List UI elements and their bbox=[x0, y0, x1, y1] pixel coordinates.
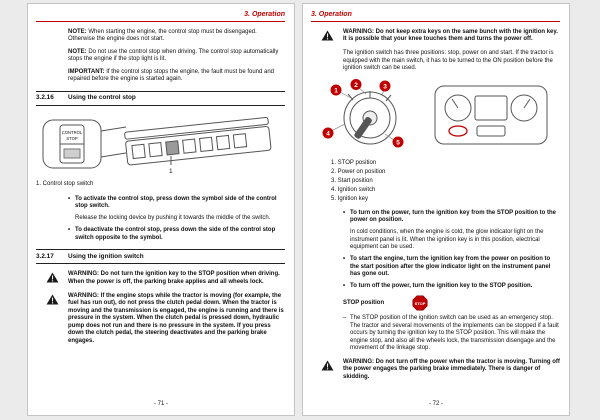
callout-1: 1 bbox=[334, 87, 338, 95]
warning-icon bbox=[311, 29, 343, 45]
warning-block bbox=[311, 29, 560, 45]
bullet-marker: • bbox=[68, 195, 71, 202]
warning-text: WARNING: Do not turn the ignition key to the STOP position when driving. When the power is off, the parking brake applies and all wheels lock. bbox=[68, 271, 280, 285]
bullet-marker: • bbox=[68, 227, 71, 234]
stop-position-heading: STOP position bbox=[343, 299, 385, 306]
bullet-marker: • bbox=[343, 283, 346, 290]
figure-callout-1: 1 bbox=[169, 167, 173, 175]
page-number: - 71 - bbox=[153, 400, 168, 407]
note-paragraph bbox=[68, 29, 285, 44]
note-text: When starting the engine, the control stop must be disengaged. Otherwise the engine does not start. bbox=[68, 28, 257, 43]
legend-item: 5. Ignition key bbox=[331, 196, 369, 203]
bullet-text: To turn on the power, turn the ignition key from the STOP position to the power on position. bbox=[350, 209, 556, 224]
bullet-marker: • bbox=[343, 209, 346, 216]
section-heading-ignition-switch bbox=[36, 249, 285, 264]
callout-4: 4 bbox=[326, 130, 330, 138]
bullet-item bbox=[68, 227, 285, 242]
warning-block bbox=[311, 359, 560, 382]
bullet-item bbox=[68, 196, 285, 211]
body-paragraph: In cold conditions, when the engine is cold, the glow indicator light on the instrument panel is lit. When the ignition key is in this position, electrical equipment can be used. bbox=[350, 229, 544, 251]
svg-text:!: ! bbox=[50, 274, 54, 284]
page-71 bbox=[27, 3, 295, 416]
ignition-switch-figure bbox=[315, 78, 560, 158]
page-number: - 72 - bbox=[428, 400, 443, 407]
note-label: NOTE: bbox=[68, 48, 87, 55]
warning-text: WARNING: Do not turn off the power when the tractor is moving. Turning off the power engages the parking brake immediately. There is danger of skidding. bbox=[343, 358, 560, 380]
important-paragraph bbox=[68, 69, 285, 84]
header-rule bbox=[311, 21, 560, 22]
stop-sign-icon bbox=[412, 295, 428, 311]
bullet-item bbox=[343, 210, 560, 225]
control-stop-illustration bbox=[40, 113, 275, 175]
bullet-marker: • bbox=[343, 256, 346, 263]
callout-2: 2 bbox=[354, 81, 358, 89]
switch-label-line2: STOP bbox=[66, 135, 78, 141]
header-rule bbox=[36, 21, 285, 22]
svg-text:STOP: STOP bbox=[414, 301, 426, 307]
section-title: Using the control stop bbox=[68, 94, 136, 102]
warning-icon bbox=[311, 359, 343, 382]
callout-3: 3 bbox=[383, 83, 387, 91]
legend-item: 1. STOP position bbox=[331, 160, 377, 167]
svg-text:!: ! bbox=[50, 296, 54, 305]
legend-item: 3. Start position bbox=[331, 178, 373, 185]
figure-caption: 1. Control stop switch bbox=[36, 181, 94, 188]
stop-position-paragraph bbox=[343, 315, 560, 353]
section-heading-control-stop bbox=[36, 91, 285, 106]
note-paragraph bbox=[68, 49, 285, 64]
important-label: IMPORTANT: bbox=[68, 68, 105, 75]
bullet-text: To activate the control stop, press down the symbol side of the control stop switch. bbox=[75, 195, 277, 210]
bullet-item bbox=[343, 283, 560, 291]
ignition-switch-illustration bbox=[315, 78, 552, 154]
note-label: NOTE: bbox=[68, 28, 87, 35]
section-number: 3.2.16 bbox=[36, 94, 54, 102]
stop-position-text: The STOP position of the ignition switch can be used as an emergency stop. The tractor and several movements of the implements can be stopped if a fault occurs by turning the ignition key to the STOP position. This will make the engine stop, and also all the wheels lock, the transmission disengage and the movement of the linkage stop. bbox=[350, 315, 559, 352]
bullet-text: To turn off the power, turn the ignition key to the STOP position. bbox=[350, 283, 533, 290]
callout-5: 5 bbox=[396, 139, 400, 147]
warning-icon bbox=[36, 271, 68, 287]
bullet-item bbox=[343, 256, 560, 279]
intro-paragraph: The ignition switch has three positions: stop, power on and start. If the tractor is equipped with the main switch, it has to be turned to the ON position before the ignition switch can be used. bbox=[343, 50, 554, 72]
warning-text: WARNING: Do not keep extra keys on the same bunch with the ignition key. It is possible that your knee touches them and turns the power off. bbox=[343, 28, 558, 43]
svg-text:!: ! bbox=[325, 32, 329, 41]
chapter-header: 3. Operation bbox=[244, 11, 285, 18]
warning-block bbox=[36, 293, 285, 346]
legend-item: 4. Ignition switch bbox=[331, 187, 376, 194]
chapter-header: 3. Operation bbox=[311, 11, 352, 18]
dash-marker: – bbox=[343, 315, 347, 322]
svg-text:!: ! bbox=[325, 362, 329, 371]
figure-legend bbox=[331, 160, 560, 204]
bullet-text: To start the engine, turn the ignition key from the power on position to the start position after the glow indicator light on the instrument panel has gone out. bbox=[350, 256, 551, 278]
legend-item: 2. Power on position bbox=[331, 169, 386, 176]
section-title: Using the ignition switch bbox=[68, 252, 144, 260]
control-stop-figure bbox=[40, 113, 285, 179]
stop-position-heading-row bbox=[343, 295, 560, 311]
warning-icon bbox=[36, 293, 68, 346]
warning-block bbox=[36, 271, 285, 287]
bullet-text: To deactivate the control stop, press down the side of the control stop switch opposite to the symbol. bbox=[75, 227, 276, 241]
page-72 bbox=[302, 3, 570, 416]
important-text: If the control stop stops the engine, the fault must be found and repaired before the engine is started again. bbox=[68, 68, 275, 83]
warning-text: WARNING: If the engine stops while the tractor is moving (for example, the fuel has run out), do not press the clutch pedal down. When the tractor is moving and the transmission is engaged, the engine is running and there is pressure in the system. When the clutch pedal is pressed down, hydraulic pump does not run and there is no pressure in the system. If you press down the clutch pedal, the steering deactivates and the parking brake engages. bbox=[68, 292, 284, 344]
section-number: 3.2.17 bbox=[36, 252, 54, 260]
manual-spread bbox=[27, 3, 570, 416]
switch-label-line1: CONTROL bbox=[61, 129, 83, 135]
note-text: Do not use the control stop when driving. The control stop automatically stops the engine if the stop light is lit. bbox=[68, 48, 279, 63]
bullet-subtext: Release the locking device by pushing it towards the middle of the switch. bbox=[75, 215, 271, 222]
